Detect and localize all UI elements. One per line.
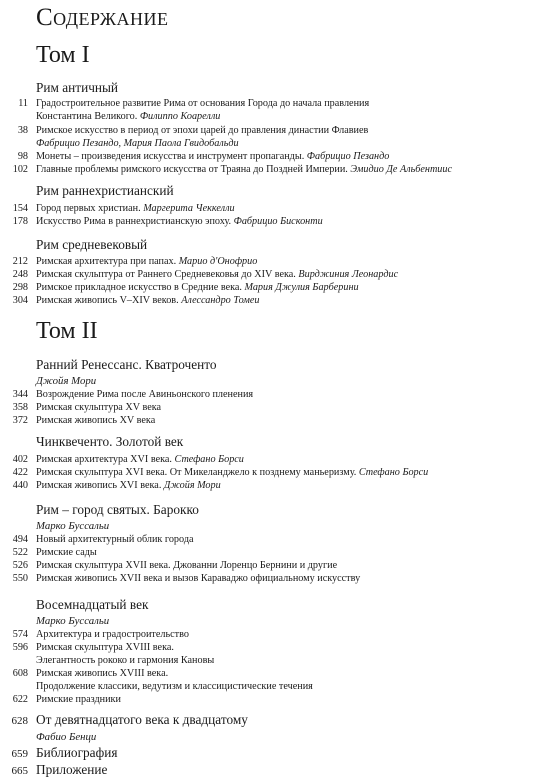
page-number: 248 [12, 269, 28, 280]
entry-title: Римская живопись XV века [36, 415, 156, 426]
entry-title: Римская скульптура XV века [36, 402, 162, 413]
entry-author: Маргерита Чеккелли [143, 203, 235, 214]
page-number: 178 [12, 216, 28, 227]
entry-title: Город первых христиан. [36, 203, 141, 214]
section-title-cinquecento: Чинквеченто. Золотой век [36, 434, 184, 449]
appendix-title: Приложение [36, 762, 108, 777]
entry-author: Стефано Борси [174, 454, 244, 465]
entry-title: Градостроительное развитие Рима от основания Города до начала правления [36, 98, 370, 109]
entry-author: Филиппо Коарелли [139, 111, 221, 122]
entry-author: Марио д'Онофрио [178, 256, 258, 267]
page-number: 102 [12, 164, 28, 175]
entry-author: Эмидио Де Альбентиис [350, 164, 453, 175]
page-number: 665 [11, 765, 28, 777]
entry-title: Римские праздники [36, 694, 121, 705]
page-number: 38 [17, 125, 28, 136]
entry-author: Фабрицио Пезандо [306, 151, 390, 162]
entry-title: Римская живопись V–XIV веков. [36, 295, 179, 306]
page-number: 622 [12, 694, 28, 705]
entry-title: Элегантность рококо и гармония Кановы [36, 655, 215, 666]
volume-title-1: Том I [36, 42, 90, 68]
page-number: 154 [12, 203, 28, 214]
entry-author: Джойя Мори [163, 480, 221, 491]
page-number: 628 [11, 715, 28, 727]
page-number: 440 [12, 480, 28, 491]
entry-title: Римская архитектура при папах. [36, 256, 177, 267]
page-number: 372 [12, 415, 28, 426]
page-number: 358 [12, 402, 28, 413]
page-number: 212 [12, 256, 28, 267]
section-title-18th-century: Восемнадцатый век [36, 597, 149, 612]
entry-author: Фабрицио Бисконти [233, 216, 323, 227]
volume-title-2: Том II [36, 318, 98, 344]
entry-title: Римская скульптура от Раннего Средневековья до XIV века. [36, 269, 296, 280]
entry-title: Возрождение Рима после Авиньонского пленения [36, 389, 254, 400]
page-number: 522 [12, 547, 28, 558]
page-number: 494 [12, 534, 28, 545]
page-number: 422 [12, 467, 28, 478]
section-author: Джойя Мори [36, 375, 97, 387]
entry-title: Римская живопись XVIII века. [36, 668, 169, 679]
entry-title: Римское искусство в период от эпохи царей до правления династии Флавиев [36, 125, 369, 136]
entry-author: Алессандро Томеи [181, 295, 260, 306]
entry-author: Фабрицио Пезандо, Мария Паола Гвидобальди [36, 138, 239, 149]
entry-title: Продолжение классики, ведутизм и классицистические течения [36, 681, 313, 692]
entry-title: Римские сады [36, 547, 97, 558]
entry-title: Римская скульптура XVI века. От Микеланджело к позднему маньеризму. [36, 467, 357, 478]
entry-title: Константина Великого. [36, 111, 138, 122]
page-number: 98 [17, 151, 28, 162]
page-number: 402 [12, 454, 28, 465]
section-title-medieval: Рим средневековый [36, 237, 148, 252]
page-number: 574 [12, 629, 28, 640]
entry-title: Искусство Рима в раннехристианскую эпоху. [36, 216, 232, 227]
page-title: Содержание [36, 4, 169, 31]
page-number: 11 [18, 98, 28, 109]
page-number: 596 [12, 642, 28, 653]
entry-title: Римская скульптура XVII века. Джованни Лоренцо Бернини и другие [36, 560, 338, 571]
section-title-19-20th-century: От девятнадцатого века к двадцатому [36, 712, 248, 727]
entry-title: Римская живопись XVII века и вызов Караваджо официальному искусству [36, 573, 361, 584]
entry-title: Монеты – произведения искусства и инструмент пропаганды. [36, 151, 305, 162]
entry-title: Римское прикладное искусство в Средние века. [36, 282, 242, 293]
page-number: 298 [12, 282, 28, 293]
section-author: Фабио Бенци [36, 731, 97, 743]
entry-author: Вирджиния Леонардис [298, 269, 399, 280]
page-number: 608 [12, 668, 28, 679]
section-author: Марко Буссальи [36, 615, 110, 627]
entry-title: Римская архитектура XVI века. [36, 454, 172, 465]
section-author: Марко Буссальи [36, 520, 110, 532]
entry-title: Архитектура и градостроительство [36, 629, 189, 640]
entry-title: Главные проблемы римского искусства от Траяна до Поздней Империи. [36, 164, 348, 175]
page-number: 659 [11, 748, 28, 760]
entry-title: Новый архитектурный облик города [36, 534, 194, 545]
entry-author: Стефано Борси [358, 467, 429, 478]
entry-title: Римская скульптура XVIII века. [36, 642, 174, 653]
page-number: 550 [12, 573, 28, 584]
entry-title: Римская живопись XVI века. [36, 480, 162, 491]
entry-author: Мария Джулия Барберини [244, 282, 359, 293]
page-number: 304 [12, 295, 28, 306]
section-title-early-christian: Рим раннехристианский [36, 183, 174, 198]
section-title-baroque: Рим – город святых. Барокко [36, 502, 199, 517]
page-number: 344 [12, 389, 28, 400]
page-number: 526 [12, 560, 28, 571]
section-title-quattrocento: Ранний Ренессанс. Кватроченто [36, 357, 217, 372]
section-title-ancient: Рим античный [36, 80, 119, 95]
bibliography-title: Библиография [36, 745, 118, 760]
